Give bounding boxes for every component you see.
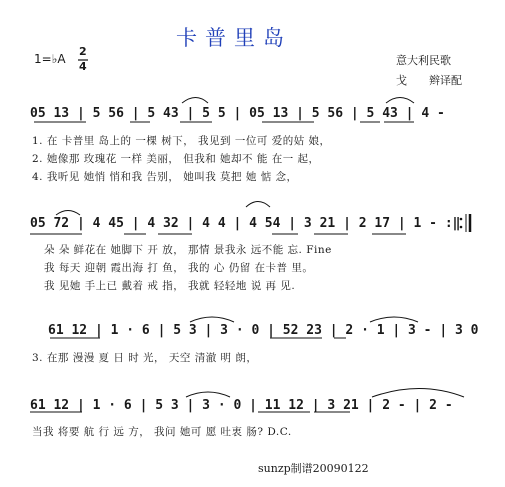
lyric-line-4-1: 当我 将要 航 行 远 方， 我问 她可 愿 吐衷 肠? D.C. — [32, 426, 292, 438]
lyric-line-2-3: 我 见她 手上已 戴着 戒 指， 我就 轻轻地 说 再 见. — [44, 280, 296, 292]
notation-line-1: 05 13 | 5 56 | 5 43 | 5 5 | 05 13 | 5 56 | 5 43 | 4 - — [30, 106, 445, 121]
lyric-line-1-2: 2. 她像那 玫瑰花 一样 美丽， 但我和 她却不 能 在一 起， — [32, 153, 320, 165]
notation-line-2: 05 72 | 4 45 | 4 32 | 4 4 | 4 54 | 3 21 | 2 17 | 1 - :‖ — [30, 216, 461, 231]
lyric-line-2-1: 朵 朵 鲜花在 她脚下 开 放， 那情 景我永 远不能 忘. Fine — [44, 244, 332, 256]
transcriber-credit: sunzp制谱20090122 — [258, 462, 369, 475]
lyric-line-2-2: 我 每天 迎朝 霞出海 打 鱼， 我的 心 仍留 在卡普 里。 — [44, 262, 314, 274]
time-signature-bottom: 4 — [79, 60, 87, 73]
lyric-line-1-3: 4. 我听见 她悄 悄和我 告别， 她叫我 莫把 她 惦 念， — [32, 171, 298, 183]
origin-credit: 意大利民歌 — [396, 54, 451, 67]
lyric-line-3-1: 3. 在那 漫漫 夏 日 时 光， 天空 清澈 明 朗， — [32, 352, 258, 364]
key-signature: 1=♭A — [34, 52, 66, 66]
notation-line-3: 61 12 | 1 · 6 | 5 3 | 3 · 0 | 52 23 | 2 · 1 | 3 - | 3 0 — [48, 323, 479, 338]
time-signature-top: 2 — [79, 45, 87, 58]
translator-credit: 戈 辫译配 — [396, 74, 462, 87]
song-title: 卡普里岛 — [176, 26, 292, 50]
lyric-line-1-1: 1. 在 卡普里 岛上的 一棵 树下， 我见到 一位可 爱的姑 娘， — [32, 135, 331, 147]
notation-line-4: 61 12 | 1 · 6 | 5 3 | 3 · 0 | 11 12 | 3 21 | 2 - | 2 - — [30, 398, 453, 413]
